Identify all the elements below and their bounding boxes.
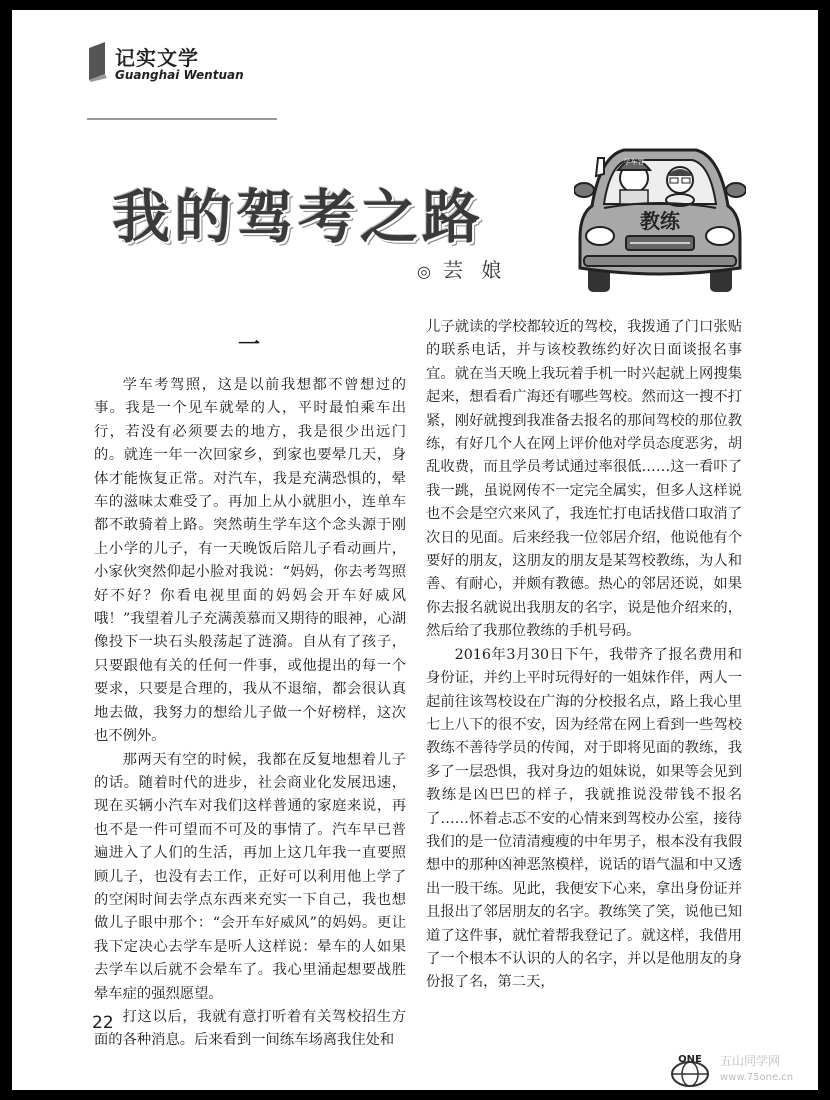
section-number: 一 (238, 332, 261, 358)
watermark-logo-text: ONE (678, 1054, 702, 1065)
author-mark: ◎ (417, 262, 437, 281)
globe-logo-icon (662, 1052, 716, 1088)
driving-coach-car-illustration (574, 128, 746, 300)
page-number: 22 (92, 1013, 114, 1033)
watermark-url: www.75one.cn (720, 1072, 794, 1083)
author-line (417, 254, 507, 283)
column-subtitle: Guanghai Wentuan (115, 68, 244, 82)
page (12, 10, 818, 1090)
paragraph: 儿子就读的学校都较近的驾校，我拨通了门口张贴的联系电话，并与该校教练约好次日面谈报名事宜。就在当天晚上我玩着手机一时兴起就上网搜集起来，想看看广海还有哪些驾校。然而这一搜不打紧，刚好就搜到我准备去报名的那间驾校的那位教练，有好几个人在网上评价他对学员态度恶劣，胡乱收费，而且学员考试通过率很低……这一看吓了我一跳，虽说网传不一定完全属实，但多人这样说也不会是空穴来风了，我连忙打电话找借口取消了次日的见面。后来经我一位邻居介绍，他说他有个要好的朋友，这朋友的朋友是某驾校教练，为人和善、有耐心，并颇有教德。热心的邻居还说，如果你去报名就说出我朋友的名字，说是他介绍来的，然后给了我那位教练的手机号码。 (426, 319, 742, 640)
book-icon (87, 42, 109, 82)
watermark-site-name: 五山同学网 (720, 1054, 781, 1068)
paragraph: 2016年3月30日下午，我带齐了报名费用和身份证，并约上平时玩得好的一姐妹作伴，两人一起前往该驾校设在广海的分校报名点，路上我心里七上八下的很不安，因为经常在网上看到一些驾校教练不善待学员的传闻，对于即将见面的教练，我多了一层恐惧，我对身边的姐妹说，如果等会见到教练是凶巴巴的样子，我就推说没带钱不报名了……怀着忐忑不安的心情来到驾校办公室，接待我们的是一位清清瘦瘦的中年男子，根本没有我假想中的那种凶神恶煞模样，说话的语气温和中又透出一股干练。见此，我便安下心来，拿出身份证并且报出了邻居朋友的名字。教练笑了笑，说他已知道了这件事，就忙着帮我登记了。就这样，我借用了一个根本不认识的人的名字，并以是他朋友的身份报了名，第二天， (426, 646, 742, 991)
watermark (658, 1050, 818, 1090)
author-name: 芸 娘 (442, 258, 508, 282)
column-title: 记实文学 (115, 46, 199, 70)
car-label: 教练 (640, 209, 680, 233)
article-column-left (94, 374, 406, 1053)
hat-label: 学车容 (623, 158, 645, 166)
article-column-right (426, 316, 742, 995)
paragraph: 那两天有空的时候，我都在反复地想着儿子的话。随着时代的进步，社会商业化发展迅速，现在买辆小汽车对我们这样普通的家庭来说，再也不是一件可望而不可及的事情了。汽车早已普遍进入了人们的生活，再加上这几年我一直要照顾儿子，也没有去工作，正好可以利用他上学了的空闲时间去学点东西来充实一下自己，我也想做儿子眼中那个：“会开车好威风”的妈妈。更让我下定决心去学车是听人这样说：晕车的人如果去学车以后就不会晕车了。我心里涌起想要战胜晕车症的强烈愿望。 (94, 751, 406, 1002)
header-divider (87, 118, 277, 120)
article-title: 我的驾考之路 (112, 183, 485, 251)
paragraph: 打这以后，我就有意打听着有关驾校招生方面的各种消息。后来看到一间练车场离我住处和 (94, 1008, 406, 1049)
paragraph: 学车考驾照，这是以前我想都不曾想过的事。我是一个见车就晕的人，平时最怕乘车出行，若没有必须要去的地方，我是很少出远门的。就连一年一次回家乡，到家也要晕几天，身体才能恢复正常。对汽车，我是充满恐惧的，晕车的滋味太难受了。再加上从小就胆小，连单车都不敢骑着上路。突然萌生学车这个念头源于刚上小学的儿子，有一天晚饭后陪儿子看动画片，小家伙突然仰起小脸对我说：“妈妈，你去考驾照好不好？你看电视里面的妈妈会开车好威风哦！”我望着儿子充满羡慕而又期待的眼神，心湖像投下一块石头般荡起了涟漪。自从有了孩子，只要跟他有关的任何一件事，或他提出的每一个要求，只要是合理的，我从不退缩，都会很认真地去做，我努力的想给儿子做一个好榜样，这次也不例外。 (94, 377, 406, 745)
